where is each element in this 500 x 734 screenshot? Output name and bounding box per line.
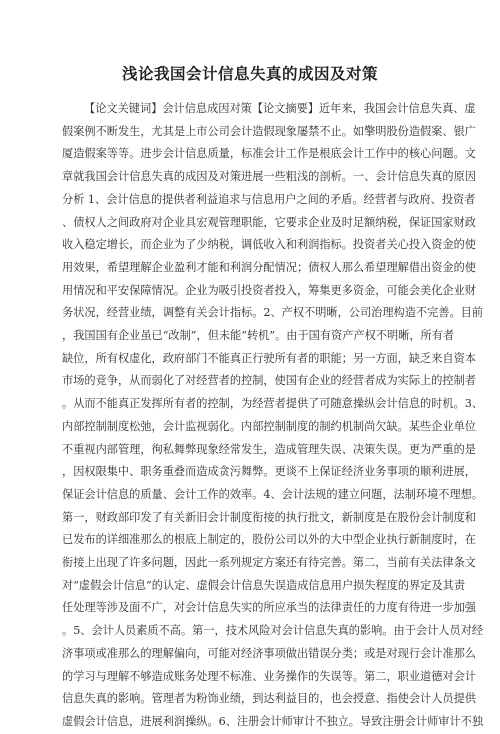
- body-line: 济事项或准那么的理解偏向，可能对经济事项做出错误分类；或是对现行会计准那么: [62, 646, 476, 660]
- body-line: 用情况和平安保障情况。企业为吸引投资者投入，筹集更多资金，可能会美化企业财: [62, 283, 476, 297]
- body-line: 对“虚假会计信息”的认定、虚假会计信息失误造成信息用户损失程度的界定及其责: [62, 578, 466, 592]
- body-line: 任处理等涉及面不广，对会计信息失实的所应承当的法律责任的力度有待进一步加强: [62, 601, 476, 615]
- body-line: 市场的竞争，从而弱化了对经营者的控制，使国有企业的经营者成为实际上的控制者: [62, 374, 476, 388]
- body-line: 已发布的详细准那么的根底上制定的，股份公司以外的大中型企业执行新制度时，在: [62, 533, 476, 547]
- body-line: 内部控制制度松弛，会计监视弱化。内部控制制度的制约机制尚欠缺。某些企业单位: [62, 419, 476, 433]
- body-line: 【论文关键词】会计信息成因对策【论文摘要】近年来，我国会计信息失真、虚: [84, 102, 476, 115]
- body-line: 不重视内部管理，徇私舞弊现象经常发生，造成管理失误、决策失误。更为严重的是: [62, 442, 476, 456]
- document-title: 浅论我国会计信息失真的成因及对策: [121, 64, 378, 83]
- body-line: 。5、会计人员素质不高。第一，技术风险对会计信息失真的影响。由于会计人员对经: [62, 624, 484, 638]
- body-line: 衔接上出现了许多问题，因此一系列规定方案还有待完善。第二，当前有关法律条文: [62, 556, 476, 570]
- body-line: 信息失真的影响。管理者为粉饰业绩，到达利益目的，也会授意、指使会计人员提供: [62, 692, 476, 706]
- body-line: 用效果，希望理解企业盈利才能和利润分配情况；债权人那么希望理解借出资金的使: [62, 260, 476, 274]
- body-line: 分析 1、会计信息的提供者利益追求与信息用户之间的矛盾。经营者与政府、投资者: [62, 192, 476, 206]
- body-line: ，我国国有企业虽已“改制”，但未能“转机”。由于国有资产产权不明晰，所有者: [62, 329, 455, 343]
- body-line: ，因权限集中、职务重叠而造成贪污舞弊。更谈不上保证经济业务事项的顺利进展，: [62, 465, 476, 479]
- body-line: 的学习与理解不够造成账务处理不标准、业务操作的失误等。第二，职业道德对会计: [62, 669, 476, 683]
- body-line: 缺位，所有权虚化，政府部门不能真正行驶所有者的职能；另一方面，缺乏来自资本: [62, 351, 476, 365]
- body-line: 虚假会计信息，进展利润操纵。6、注册会计师审计不独立。导致注册会计师审计不独: [62, 714, 484, 728]
- body-line: 、债权人之间政府对企业具宏观管理职能，它要求企业及时足额纳税，保证国家财政: [62, 215, 476, 229]
- body-line: 务状况，经营业绩，调整有关会计指标。2、产权不明晰，公司治理构造不完善。目前: [62, 306, 484, 320]
- body-line: 收入稳定增长，而企业为了少纳税，调低收入和利润指标。投资者关心投入资金的使: [62, 238, 476, 252]
- body-line: 假案例不断发生，尤其是上市公司会计造假现象屡禁不止。如擎明股份造假案、银广: [62, 124, 476, 138]
- body-line: 章就我国会计信息失真的成因及对策进展一些粗浅的剖析。一、会计信息失真的原因: [62, 170, 476, 184]
- document-body: [62, 98, 484, 734]
- body-line: 第一，财政部印发了有关新旧会计制度衔接的执行批文，新制度是在股份会计制度和: [62, 510, 476, 524]
- body-line: 。从而不能真正发挥所有者的控制，为经营者提供了可随意操纵会计信息的时机。3、: [62, 397, 484, 411]
- body-line: 保证会计信息的质量、会计工作的效率。4、会计法规的建立问题，法制环境不理想。: [62, 487, 484, 501]
- body-line: 厦造假案等等。进步会计信息质量，标准会计工作是根底会计工作中的核心问题。文: [62, 147, 476, 161]
